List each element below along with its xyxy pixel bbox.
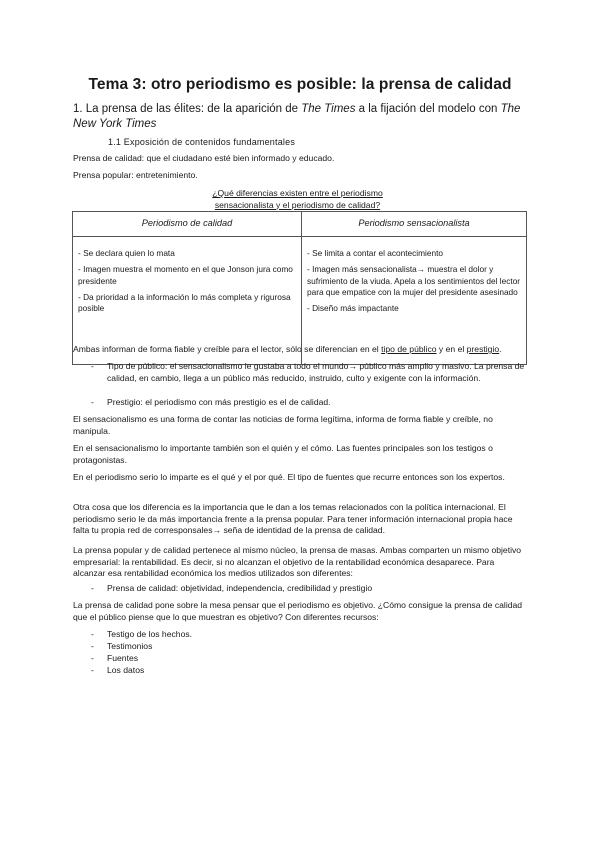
page-title: Tema 3: otro periodismo es posible: la prensa de calidad: [88, 76, 512, 93]
paragraph-quien-como: En el sensacionalismo lo importante también son el quién y el cómo. Las fuentes principales son los testigos o protagonistas.: [73, 443, 493, 465]
list-item-text: Los datos: [107, 665, 145, 675]
section-heading-text-middle: a la fijación del modelo con: [355, 103, 501, 115]
section-heading-1: [73, 102, 543, 132]
definition-calidad: Prensa de calidad: que el ciudadano esté bien informado y educado.: [73, 153, 335, 163]
list-item: [91, 583, 531, 595]
list-item-text: Fuentes: [107, 653, 139, 663]
underlined-tipo-de-publico: tipo de público: [381, 344, 437, 354]
table-header-calidad: Periodismo de calidad: [73, 212, 302, 237]
table-question-line-1: ¿Qué diferencias existen entre el periodismo: [212, 188, 383, 198]
comparison-table: [72, 211, 527, 365]
section-heading-text: 1. La prensa de las élites: de la aparición de: [73, 103, 302, 115]
subsection-heading: 1.1 Exposición de contenidos fundamentales: [108, 137, 296, 147]
table-question-line-2: sensacionalista y el periodismo de calidad?: [214, 199, 381, 210]
section-heading-italic-nyt: The New York Times: [73, 103, 521, 130]
list-item: [91, 653, 531, 665]
table-item: - Imagen muestra el momento en el que Jonson jura como presidente: [78, 264, 293, 286]
bullet-dash: -: [91, 361, 94, 371]
list-item: [91, 629, 531, 641]
paragraph-both-inform: [73, 344, 528, 356]
list-item: [91, 397, 531, 409]
underlined-prestigio: prestigio: [466, 344, 500, 354]
list-item-text: Prestigio: el periodismo con más prestigio es el de calidad.: [107, 397, 331, 407]
section-heading-italic-times: The Times: [301, 103, 356, 115]
bullet-dash: -: [91, 653, 94, 663]
table-item: - Diseño más impactante: [307, 303, 399, 314]
definition-popular: Prensa popular: entretenimiento.: [73, 170, 198, 180]
table-item: - Imagen más sensacionalista→ muestra el dolor y sufrimiento de la viuda. Apela a los sentimientos del lector para que empatice con la mujer del presidente asesinado: [307, 264, 521, 297]
paragraph-sensacionalismo: El sensacionalismo es una forma de contar las noticias de forma legítima, informa de forma fiable y creíble, no manipula.: [73, 414, 493, 436]
table-item: - Se declara quien lo mata: [78, 248, 175, 258]
paragraph-periodismo-serio: En el periodismo serio lo imparte es el qué y el por qué. El tipo de fuentes que recurre entonces son los expertos.: [73, 472, 505, 482]
list-item-text: Testigo de los hechos.: [107, 629, 193, 639]
bullet-dash: -: [91, 641, 94, 651]
table-header-row: [73, 212, 527, 237]
list-item: [91, 361, 531, 384]
list-item-text: Tipo de público: el sensacionalismo le gustaba a todo el mundo→ público más amplio y masivo. La prensa de calidad, en cambio, llega a un público más reducido, instruido, culto y exigente con la información.: [107, 361, 525, 383]
list-item: [91, 641, 531, 653]
bullet-dash: -: [91, 583, 94, 593]
paragraph-text: .: [499, 344, 502, 354]
list-item-text: Testimonios: [107, 641, 153, 651]
paragraph-mesa: La prensa de calidad pone sobre la mesa pensar que el periodismo es objetivo. ¿Cómo consigue la prensa de calidad que el público piense que lo que muestran es objetivo? Con diferentes recursos:: [73, 600, 523, 622]
table-question: [120, 188, 475, 211]
bullet-dash: -: [91, 397, 94, 407]
table-item: - Da prioridad a la información lo más completa y rigurosa posible: [78, 291, 291, 314]
bullet-dash: -: [91, 665, 94, 675]
paragraph-otra-cosa: Otra cosa que los diferencia es la importancia que le dan a los temas relacionados con la política internacional. El periodismo serio le da más importancia frente a la prensa popular. Para tener información internacional propia hace falta tu propia red de corresponsales→ seña de identidad de la prensa de calidad.: [73, 502, 513, 536]
table-item: - Se limita a contar el acontecimiento: [307, 248, 444, 258]
paragraph-text: Ambas informan de forma fiable y creíble para el lector, sólo se diferencian en el: [73, 344, 382, 354]
list-item-text: Prensa de calidad: objetividad, independencia, credibilidad y prestigio: [107, 583, 373, 593]
list-item: [91, 665, 531, 677]
paragraph-text: y en el: [436, 344, 467, 354]
paragraph-nucleo: La prensa popular y de calidad pertenece al mismo núcleo, la prensa de masas. Ambas comparten un mismo objetivo empresarial: la rentabilidad. Es decir, si no alcanzan el objetivo de la rentabilidad económica desaparece. Para alcanzar esa rentabilidad económica los medios utilizados son diferentes:: [73, 545, 522, 579]
table-header-sensacionalista: Periodismo sensacionalista: [302, 212, 527, 237]
bullet-dash: -: [91, 629, 94, 639]
